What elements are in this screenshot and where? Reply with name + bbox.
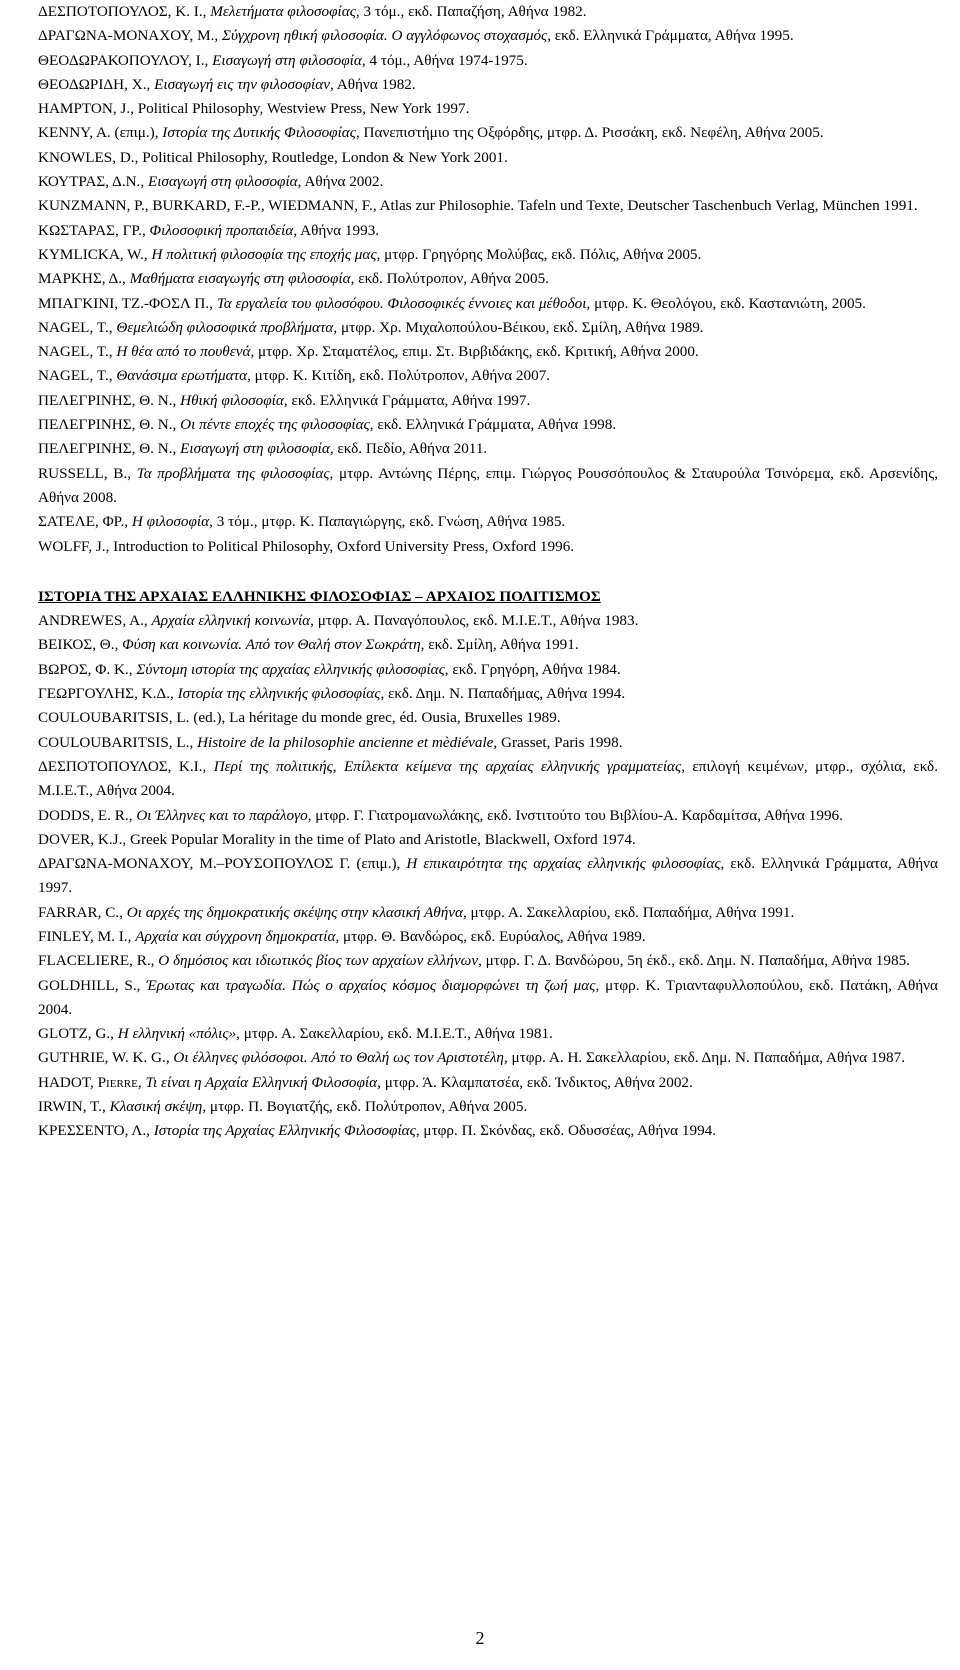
entry-details: , Political Philosophy, Westview Press, New York 1997. [130, 100, 470, 118]
entry-details: , μτφρ. Θ. Βανδώρος, εκδ. Ευρύαλος, Αθήνα 1989. [335, 927, 646, 945]
bibliography-entry: ΘΕΟΔΩΡΑΚΟΠΟΥΛΟΥ, Ι., Εισαγωγή στη φιλοσοφία, 4 τόμ., Αθήνα 1974-1975. [38, 51, 528, 69]
entry-author: KNOWLES, D. [38, 148, 135, 166]
bibliography-entry: FARRAR, C., Οι αρχές της δημοκρατικής σκέψης στην κλασική Αθήνα, μτφρ. Α. Σακελλαρίου, εκδ. Παπαδήμα, Αθήνα 1991. [38, 903, 795, 921]
bibliography-entry: ΔΡΑΓΩΝΑ-ΜΟΝΑΧΟΥ, Μ., Σύγχρονη ηθική φιλοσοφία. Ο αγγλόφωνος στοχασμός, εκδ. Ελληνικά Γράμματα, Αθήνα 1995. [38, 27, 794, 45]
entry-title: Μελετήματα φιλοσοφίας [210, 3, 356, 20]
entry-details: , Αθήνα 2002. [297, 173, 384, 191]
entry-author: HADOT, Pierre [38, 1073, 138, 1091]
bibliography-entry: IRWIN, T., Κλασική σκέψη, μτφρ. Π. Βογιατζής, εκδ. Πολύτροπον, Αθήνα 2005. [38, 1098, 528, 1116]
entry-title: Φύση και κοινωνία. Από τον Θαλή στον Σωκράτη [122, 636, 421, 654]
entry-author: GLOTZ, G. [38, 1025, 111, 1043]
entry-author: IRWIN, T. [38, 1098, 102, 1116]
entry-details: , Grasset, Paris 1998. [493, 733, 623, 751]
bibliography [38, 0, 938, 1144]
bibliography-entry [38, 828, 938, 852]
bibliography-entry [38, 194, 938, 218]
entry-details: , Introduction to Political Philosophy, Oxford University Press, Oxford 1996. [105, 537, 575, 555]
bibliography-entry [38, 852, 938, 901]
entry-author: ΔΕΣΠΟΤΟΠΟΥΛΟΣ, Κ. Ι. [38, 3, 203, 20]
bibliography-entry: ΓΕΩΡΓΟΥΛΗΣ, Κ.Δ., Ιστορία της ελληνικής φιλοσοφίας, εκδ. Δημ. Ν. Παπαδήμας, Αθήνα 1994. [38, 685, 626, 703]
bibliography-entry: ΜΠΑΓΚΙΝΙ, ΤΖ.-ΦΟΣΛ Π., Τα εργαλεία του φιλοσόφου. Φιλοσοφικές έννοιες και μέθοδοι, μτφρ. Κ. Θεολόγου, εκδ. Καστανιώτη, 2005. [38, 294, 866, 312]
bibliography-entry: NAGEL, T., Θεμελιώδη φιλοσοφικά προβλήματα, μτφρ. Χρ. Μιχαλοπούλου-Βέικου, εκδ. Σμίλη, Αθήνα 1989. [38, 318, 704, 336]
entry-title: Histoire de la philosophie ancienne et mèdiévale [197, 733, 494, 751]
bibliography-entry: FINLEY, M. I., Αρχαία και σύγχρονη δημοκρατία, μτφρ. Θ. Βανδώρος, εκδ. Ευρύαλος, Αθήνα 1989. [38, 927, 646, 945]
bibliography-entry [38, 97, 938, 121]
entry-author: ΠΕΛΕΓΡΙΝΗΣ, Θ. Ν. [38, 391, 173, 409]
entry-author: GUTHRIE, W. K. G. [38, 1049, 166, 1067]
entry-title: Η ελληνική «πόλις» [117, 1025, 237, 1043]
entry-details: , εκδ. Ελληνικά Γράμματα, Αθήνα 1995. [547, 27, 794, 45]
entry-details: , Political Philosophy, Routledge, London & New York 2001. [134, 148, 508, 166]
entry-title: Έρωτας και τραγωδία. Πώς ο αρχαίος κόσμος διαμορφώνει τη ζωή μας [146, 976, 596, 994]
entry-author: NAGEL, T. [38, 367, 109, 385]
entry-author: HAMPTON, J. [38, 100, 131, 118]
entry-details: , Αθήνα 1982. [329, 75, 416, 93]
entry-author: ΘΕΟΔΩΡΑΚΟΠΟΥΛΟΥ, Ι. [38, 51, 205, 69]
bibliography-entry: HADOT, Pierre, Τι είναι η Αρχαία Ελληνική Φιλοσοφία, μτφρ. Ά. Κλαμπατσέα, εκδ. Ίνδικτος, Αθήνα 2002. [38, 1073, 693, 1091]
bibliography-entry [38, 121, 938, 145]
entry-details: , μτφρ. Χρ. Σταματέλος, επιμ. Στ. Βιρβιδάκης, εκδ. Κριτική, Αθήνα 2000. [250, 343, 699, 361]
entry-title: Ο δημόσιος και ιδιωτικός βίος των αρχαίων ελλήνων [158, 952, 479, 970]
entry-author: DODDS, E. R. [38, 806, 129, 824]
bibliography-entry: NAGEL, T., Θανάσιμα ερωτήματα, μτφρ. Κ. Κιτίδη, εκδ. Πολύτροπον, Αθήνα 2007. [38, 367, 551, 385]
entry-title: Αρχαία και σύγχρονη δημοκρατία [135, 927, 336, 945]
entry-details: , 3 τόμ., εκδ. Παπαζήση, Αθήνα 1982. [355, 3, 587, 20]
bibliography-entry: GUTHRIE, W. K. G., Οι έλληνες φιλόσοφοι. Από το Θαλή ως τον Αριστοτέλη, μτφρ. Α. Η. Σακελλαρίου, εκδ. Δημ. Ν. Παπαδήμα, Αθήνα 1987. [38, 1049, 905, 1067]
entry-details: , 3 τόμ., μτφρ. Κ. Παπαγιώργης, εκδ. Γνώση, Αθήνα 1985. [209, 513, 566, 531]
bibliography-entry: ΔΕΣΠΟΤΟΠΟΥΛΟΣ, Κ.Ι., Περί της πολιτικής, Επίλεκτα κείμενα της αρχαίας ελληνικής γραμματείας, επιλογή κειμένων, μτφρ., σχόλια, εκδ. Μ.Ι.Ε.Τ., Αθήνα 2004. [38, 757, 939, 800]
entry-title: Η φιλοσοφία [131, 513, 210, 531]
entry-details: , μτφρ. Κ. Θεολόγου, εκδ. Καστανιώτη, 2005. [586, 294, 866, 312]
entry-title: Κλασική σκέψη [109, 1098, 203, 1116]
entry-title: Μαθήματα εισαγωγής στη φιλοσοφία [129, 270, 351, 288]
entry-details: , μτφρ. Κ. Κιτίδη, εκδ. Πολύτροπον, Αθήνα 2007. [247, 367, 551, 385]
entry-author: ANDREWES, A. [38, 612, 144, 630]
bibliography-entry: FLACELIERE, R., Ο δημόσιος και ιδιωτικός βίος των αρχαίων ελλήνων, μτφρ. Γ. Δ. Βανδώρου, 5η έκδ., εκδ. Δημ. Ν. Παπαδήμα, Αθήνα 1985. [38, 952, 910, 970]
entry-author: KENNY, A. [38, 124, 111, 142]
bibliography-list-ancient-philosophy [38, 609, 938, 1144]
entry-details: , μτφρ. Π. Σκόνδας, εκδ. Οδυσσέας, Αθήνα 1994. [415, 1122, 717, 1140]
entry-details: , Greek Popular Morality in the time of Plato and Aristotle, Blackwell, Oxford 1974. [122, 830, 636, 848]
entry-author: GOLDHILL, S. [38, 976, 137, 994]
entry-title: Εισαγωγή στη φιλοσοφία [212, 51, 362, 69]
entry-editor-note: (επιμ.), [350, 855, 407, 873]
bibliography-entry: ΒΕΙΚΟΣ, Θ., Φύση και κοινωνία. Από τον Θαλή στον Σωκράτη, εκδ. Σμίλη, Αθήνα 1991. [38, 636, 579, 654]
entry-details: , εκδ. Πεδίο, Αθήνα 2011. [329, 440, 488, 458]
entry-author: ΠΕΛΕΓΡΙΝΗΣ, Θ. Ν. [38, 440, 173, 458]
entry-title: Θανάσιμα ερωτήματα [116, 367, 248, 385]
entry-title: Οι Έλληνες και το παράλογο [136, 806, 308, 824]
entry-author: ΔΡΑΓΩΝΑ-ΜΟΝΑΧΟΥ, Μ. [38, 27, 215, 45]
entry-author: ΚΡΕΣΣΕΝΤΟ, Λ. [38, 1122, 147, 1140]
entry-author: ΒΩΡΟΣ, Φ. Κ. [38, 660, 129, 678]
entry-title: Εισαγωγή στη φιλοσοφία [147, 173, 298, 191]
entry-details: , μτφρ. Ά. Κλαμπατσέα, εκδ. Ίνδικτος, Αθήνα 2002. [377, 1073, 693, 1091]
entry-details: , Αθήνα 1993. [293, 221, 380, 239]
entry-details: , εκδ. Δημ. Ν. Παπαδήμας, Αθήνα 1994. [380, 685, 626, 703]
entry-details: , μτφρ. Γρηγόρης Μολύβας, εκδ. Πόλις, Αθήνα 2005. [376, 245, 702, 263]
entry-details: , εκδ. Πολύτροπον, Αθήνα 2005. [350, 270, 549, 288]
entry-author: ΚΩΣΤΑΡΑΣ, ΓΡ. [38, 221, 142, 239]
entry-author: ΔΡΑΓΩΝΑ-ΜΟΝΑΧΟΥ, Μ.–ΡΟΥΣΟΠΟΥΛΟΣ Γ. [38, 855, 351, 873]
entry-author: KUNZMANN, P., BURKARD, F.-P., WIEDMANN, F. [38, 197, 373, 215]
entry-title: Οι έλληνες φιλόσοφοι. Από το Θαλή ως τον Αριστοτέλη [173, 1049, 504, 1067]
entry-details: , εκδ. Ελληνικά Γράμματα, Αθήνα 1997. [283, 391, 531, 409]
entry-author: ΔΕΣΠΟΤΟΠΟΥΛΟΣ, Κ.Ι. [38, 757, 203, 775]
entry-title: Θεμελιώδη φιλοσοφικά προβλήματα [116, 318, 334, 336]
entry-details: , μτφρ. Γ. Δ. Βανδώρου, 5η έκδ., εκδ. Δημ. Ν. Παπαδήμα, Αθήνα 1985. [478, 952, 910, 970]
bibliography-entry: RUSSELL, B., Τα προβλήματα της φιλοσοφίας, μτφρ. Αντώνης Πέρης, επιμ. Γιώργος Ρουσσόπουλος & Σταυρούλα Τσινόρεμα, εκδ. Αρσενίδης, Αθήνα 2008. [38, 464, 939, 506]
entry-details: , μτφρ. Χρ. Μιχαλοπούλου-Βέικου, εκδ. Σμίλη, Αθήνα 1989. [333, 318, 704, 336]
entry-author: DOVER, K.J. [38, 830, 123, 848]
entry-details: , 4 τόμ., Αθήνα 1974-1975. [361, 51, 528, 69]
entry-author: ΚΟΥΤΡΑΣ, Δ.Ν. [38, 173, 141, 191]
entry-author: NAGEL, T. [38, 343, 109, 361]
entry-title: Η θέα από το πουθενά [116, 343, 251, 361]
page-number: 2 [475, 1628, 485, 1648]
bibliography-entry: ΚΟΥΤΡΑΣ, Δ.Ν., Εισαγωγή στη φιλοσοφία, Αθήνα 2002. [38, 173, 384, 191]
entry-details: , εκδ. Σμίλη, Αθήνα 1991. [420, 636, 579, 654]
entry-title: Ηθική φιλοσοφία [180, 391, 284, 409]
bibliography-entry: ΘΕΟΔΩΡΙΔΗ, Χ., Εισαγωγή εις την φιλοσοφίαν, Αθήνα 1982. [38, 75, 416, 93]
entry-author: FINLEY, M. I. [38, 927, 128, 945]
entry-details: , μτφρ. Α. Παναγόπουλος, εκδ. Μ.Ι.Ε.Τ., Αθήνα 1983. [310, 612, 639, 630]
entry-author: COULOUBARITSIS, L. [38, 709, 190, 727]
entry-author: WOLFF, J. [38, 537, 106, 555]
entry-details: , Πανεπιστήμιο της Οξφόρδης, μτφρ. Δ. Ρισσάκη, εκδ. Νεφέλη, Αθήνα 2005. [355, 124, 824, 142]
entry-title: Οι αρχές της δημοκρατικής σκέψης στην κλασική Αθήνα [126, 903, 463, 921]
entry-details: , εκδ. Γρηγόρη, Αθήνα 1984. [444, 660, 621, 678]
entry-author: NAGEL, T. [38, 318, 109, 336]
entry-title: Ιστορία της Αρχαίας Ελληνικής Φιλοσοφίας [153, 1122, 416, 1140]
bibliography-entry: NAGEL, T., Η θέα από το πουθενά, μτφρ. Χρ. Σταματέλος, επιμ. Στ. Βιρβιδάκης, εκδ. Κριτική, Αθήνα 2000. [38, 343, 699, 361]
entry-author: KYMLICKA, W. [38, 245, 144, 263]
section-heading: ΙΣΤΟΡΙΑ ΤΗΣ ΑΡΧΑΙΑΣ ΕΛΛΗΝΙΚΗΣ ΦΙΛΟΣΟΦΙΑΣ – ΑΡΧΑΙΟΣ ΠΟΛΙΤΙΣΜΟΣ [38, 587, 601, 605]
entry-details: , μτφρ. Π. Βογιατζής, εκδ. Πολύτροπον, Αθήνα 2005. [202, 1098, 528, 1116]
entry-details: , μτφρ. Αντώνης Πέρης, επιμ. Γιώργος Ρουσσόπουλος & Σταυρούλα Τσινόρεμα, εκδ. Αρσενίδης, Αθήνα 2008. [38, 464, 939, 506]
entry-title: Εισαγωγή στη φιλοσοφία [180, 440, 330, 458]
entry-details: , μτφρ. Α. Σακελλαρίου, εκδ. Μ.Ι.Ε.Τ., Αθήνα 1981. [236, 1025, 553, 1043]
entry-title: Εισαγωγή εις την φιλοσοφίαν [154, 75, 330, 93]
entry-title: Περί της πολιτικής, Επίλεκτα κείμενα της αρχαίας ελληνικής γραμματείας [213, 757, 682, 775]
entry-author: FLACELIERE, R. [38, 952, 151, 970]
entry-author: ΠΕΛΕΓΡΙΝΗΣ, Θ. Ν. [38, 416, 173, 434]
entry-title: Τι είναι η Αρχαία Ελληνική Φιλοσοφία [145, 1073, 378, 1091]
bibliography-entry: ΚΩΣΤΑΡΑΣ, ΓΡ., Φιλοσοφική προπαιδεία, Αθήνα 1993. [38, 221, 380, 239]
entry-author: ΓΕΩΡΓΟΥΛΗΣ, Κ.Δ. [38, 685, 170, 703]
entry-title: Σύντομη ιστορία της αρχαίας ελληνικής φιλοσοφίας [136, 660, 445, 678]
entry-author: FARRAR, C. [38, 903, 120, 921]
bibliography-entry: ΜΑΡΚΗΣ, Δ., Μαθήματα εισαγωγής στη φιλοσοφία, εκδ. Πολύτροπον, Αθήνα 2005. [38, 270, 549, 288]
bibliography-entry: GLOTZ, G., Η ελληνική «πόλις», μτφρ. Α. Σακελλαρίου, εκδ. Μ.Ι.Ε.Τ., Αθήνα 1981. [38, 1025, 553, 1043]
bibliography-entry [38, 706, 938, 730]
bibliography-entry: ΒΩΡΟΣ, Φ. Κ., Σύντομη ιστορία της αρχαίας ελληνικής φιλοσοφίας, εκδ. Γρηγόρη, Αθήνα 1984. [38, 660, 621, 678]
entry-details: , μτφρ. Κ. Τριανταφυλλοπούλου, εκδ. Πατάκη, Αθήνα 2004. [38, 976, 938, 1018]
entry-title: Η πολιτική φιλοσοφία της εποχής μας [151, 245, 377, 263]
entry-title: Ιστορία της ελληνικής φιλοσοφίας [177, 685, 381, 703]
entry-author: RUSSELL, B. [38, 464, 128, 482]
entry-author: ΜΠΑΓΚΙΝΙ, ΤΖ.-ΦΟΣΛ Π. [38, 294, 210, 312]
entry-details: , εκδ. Ελληνικά Γράμματα, Αθήνα 1998. [369, 416, 617, 434]
entry-author: ΜΑΡΚΗΣ, Δ. [38, 270, 123, 288]
entry-details: , μτφρ. Α. Η. Σακελλαρίου, εκδ. Δημ. Ν. Παπαδήμα, Αθήνα 1987. [503, 1049, 905, 1067]
entry-details: , Atlas zur Philosophie. Tafeln und Texte, Deutscher Taschenbuch Verlag, München 1991. [372, 197, 918, 215]
bibliography-entry [38, 146, 938, 170]
entry-title: Τα εργαλεία του φιλοσόφου. Φιλοσοφικές έννοιες και μέθοδοι [216, 294, 587, 312]
entry-title: Η επικαιρότητα της αρχαίας ελληνικής φιλοσοφίας [406, 855, 721, 873]
entry-title: Ιστορία της Δυτικής Φιλοσοφίας [162, 124, 356, 142]
entry-details: (ed.), La héritage du monde grec, éd. Ousia, Bruxelles 1989. [189, 709, 561, 727]
entry-title: Τα προβλήματα της φιλοσοφίας [136, 464, 330, 482]
bibliography-entry: COULOUBARITSIS, L., Histoire de la philosophie ancienne et mèdiévale, Grasset, Paris 1998. [38, 733, 623, 751]
entry-title: Αρχαία ελληνική κοινωνία [151, 612, 311, 630]
entry-title: Σύγχρονη ηθική φιλοσοφία. Ο αγγλόφωνος στοχασμός [221, 27, 548, 45]
bibliography-entry: ΣΑΤΕΛΕ, ΦΡ., Η φιλοσοφία, 3 τόμ., μτφρ. Κ. Παπαγιώργης, εκδ. Γνώση, Αθήνα 1985. [38, 513, 566, 531]
bibliography-entry [38, 535, 938, 559]
bibliography-entry: ΠΕΛΕΓΡΙΝΗΣ, Θ. Ν., Ηθική φιλοσοφία, εκδ. Ελληνικά Γράμματα, Αθήνα 1997. [38, 391, 531, 409]
bibliography-entry: DODDS, E. R., Οι Έλληνες και το παράλογο, μτφρ. Γ. Γιατρομανωλάκης, εκδ. Ινστιτούτο του Βιβλίου-Α. Καρδαμίτσα, Αθήνα 1996. [38, 806, 843, 824]
entry-author: ΒΕΙΚΟΣ, Θ. [38, 636, 115, 654]
entry-details: , μτφρ. Γ. Γιατρομανωλάκης, εκδ. Ινστιτούτο του Βιβλίου-Α. Καρδαμίτσα, Αθήνα 1996. [307, 806, 843, 824]
entry-author: ΣΑΤΕΛΕ, ΦΡ. [38, 513, 125, 531]
bibliography-entry: ΠΕΛΕΓΡΙΝΗΣ, Θ. Ν., Οι πέντε εποχές της φιλοσοφίας, εκδ. Ελληνικά Γράμματα, Αθήνα 1998. [38, 416, 617, 434]
bibliography-entry: ΔΕΣΠΟΤΟΠΟΥΛΟΣ, Κ. Ι., Μελετήματα φιλοσοφίας, 3 τόμ., εκδ. Παπαζήση, Αθήνα 1982. [38, 3, 587, 20]
entry-author: ΘΕΟΔΩΡΙΔΗ, Χ. [38, 75, 147, 93]
entry-title: Οι πέντε εποχές της φιλοσοφίας [180, 416, 370, 434]
bibliography-entry: GOLDHILL, S., Έρωτας και τραγωδία. Πώς ο αρχαίος κόσμος διαμορφώνει τη ζωή μας, μτφρ. Κ. Τριανταφυλλοπούλου, εκδ. Πατάκη, Αθήνα 2004. [38, 976, 938, 1018]
entry-details: , μτφρ. Α. Σακελλαρίου, εκδ. Παπαδήμα, Αθήνα 1991. [462, 903, 795, 921]
entry-title: Φιλοσοφική προπαιδεία [149, 221, 294, 239]
bibliography-entry: ΠΕΛΕΓΡΙΝΗΣ, Θ. Ν., Εισαγωγή στη φιλοσοφία, εκδ. Πεδίο, Αθήνα 2011. [38, 440, 488, 458]
bibliography-list-general [38, 0, 938, 559]
entry-details: , εκδ. Ελληνικά Γράμματα, Αθήνα 1997. [38, 855, 939, 897]
bibliography-entry: KYMLICKA, W., Η πολιτική φιλοσοφία της εποχής μας, μτφρ. Γρηγόρης Μολύβας, εκδ. Πόλις, Αθήνα 2005. [38, 245, 702, 263]
entry-details: , επιλογή κειμένων, μτφρ., σχόλια, εκδ. Μ.Ι.Ε.Τ., Αθήνα 2004. [38, 757, 939, 800]
bibliography-entry: ANDREWES, A., Αρχαία ελληνική κοινωνία, μτφρ. Α. Παναγόπουλος, εκδ. Μ.Ι.Ε.Τ., Αθήνα 1983. [38, 612, 639, 630]
bibliography-entry: ΚΡΕΣΣΕΝΤΟ, Λ., Ιστορία της Αρχαίας Ελληνικής Φιλοσοφίας, μτφρ. Π. Σκόνδας, εκδ. Οδυσσέας, Αθήνα 1994. [38, 1122, 717, 1140]
entry-editor-note: (επιμ.), [110, 124, 163, 142]
entry-author: COULOUBARITSIS, L. [38, 733, 190, 751]
